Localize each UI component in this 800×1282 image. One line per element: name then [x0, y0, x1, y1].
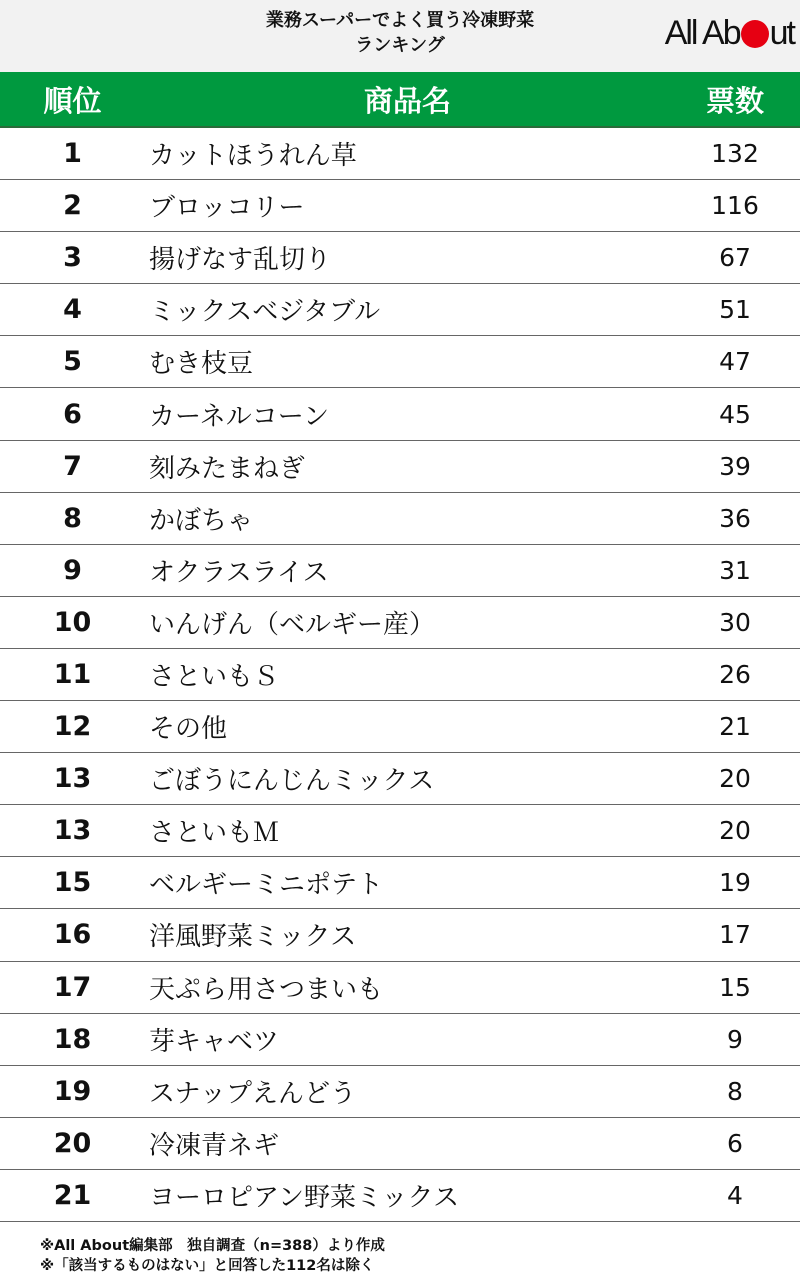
ranking-table [0, 128, 800, 1222]
votes-cell: 26 [719, 659, 751, 689]
table-header [0, 72, 800, 128]
votes-cell: 6 [727, 1128, 743, 1158]
table-row [0, 1014, 800, 1066]
table-row [0, 232, 800, 284]
page-title: 業務スーパーでよく買う冷凍野菜 ランキング [265, 10, 535, 56]
rank-cell: 12 [53, 711, 92, 743]
header-rank: 順位 [43, 83, 102, 118]
rank-cell: 9 [63, 554, 82, 586]
table-row [0, 701, 800, 753]
votes-cell: 51 [719, 295, 751, 325]
rank-cell: 11 [53, 658, 92, 690]
votes-cell: 116 [711, 191, 759, 221]
votes-cell: 8 [727, 1076, 743, 1106]
table-row [0, 753, 800, 805]
votes-cell: 20 [719, 764, 751, 794]
rank-cell: 21 [53, 1179, 92, 1211]
rank-cell: 4 [63, 294, 82, 326]
table-row [0, 1118, 800, 1170]
name-cell: オクラスライス [149, 557, 329, 588]
votes-cell: 19 [719, 868, 751, 898]
rank-cell: 13 [53, 763, 92, 795]
rank-cell: 2 [63, 190, 82, 222]
logo-dot-icon [741, 20, 769, 48]
header-name: 商品名 [363, 83, 451, 118]
name-cell: カーネルコーン [149, 401, 330, 432]
votes-cell: 4 [727, 1180, 743, 1210]
table-row [0, 336, 800, 388]
votes-cell: 9 [727, 1024, 743, 1054]
votes-cell: 47 [719, 347, 751, 377]
all-about-logo: All Ab ut [664, 14, 794, 52]
votes-cell: 132 [711, 139, 759, 169]
rank-cell: 19 [53, 1075, 92, 1107]
title-area [0, 0, 800, 72]
name-cell: むき枝豆 [149, 349, 254, 380]
name-cell: ブロッコリー [149, 193, 305, 224]
name-cell: 天ぷら用さつまいも [149, 974, 384, 1005]
rank-cell: 10 [53, 606, 92, 638]
table-row [0, 1066, 800, 1118]
table-row [0, 597, 800, 649]
name-cell: 洋風野菜ミックス [149, 922, 357, 953]
name-cell: 揚げなす乱切り [149, 245, 332, 276]
table-row [0, 388, 800, 440]
name-cell: さといもＭ [149, 818, 280, 849]
name-cell: 刻みたまねぎ [149, 453, 306, 484]
table-row [0, 128, 800, 180]
votes-cell: 17 [719, 920, 751, 950]
footnote: ※All About編集部 独自調査（n=388）より作成 [40, 1238, 385, 1254]
votes-cell: 45 [719, 399, 751, 429]
votes-cell: 21 [719, 712, 751, 742]
rank-cell: 5 [63, 346, 82, 378]
name-cell: その他 [149, 714, 228, 745]
rank-cell: 1 [63, 138, 82, 170]
votes-cell: 36 [719, 503, 751, 533]
name-cell: スナップえんどう [149, 1078, 356, 1109]
rank-cell: 8 [63, 502, 82, 534]
rank-cell: 16 [53, 919, 92, 951]
name-cell: 冷凍青ネギ [149, 1130, 280, 1161]
footnote: ※「該当するものはない」と回答した112名は除く [40, 1258, 375, 1274]
name-cell: ベルギーミニポテト [149, 870, 384, 901]
votes-cell: 20 [719, 816, 751, 846]
rank-cell: 7 [63, 450, 82, 482]
table-row [0, 962, 800, 1014]
table-row [0, 493, 800, 545]
table-row [0, 909, 800, 961]
name-cell: いんげん（ベルギー産） [149, 609, 436, 640]
name-cell: カットほうれん草 [149, 141, 357, 172]
votes-cell: 15 [719, 972, 751, 1002]
name-cell: 芽キャベツ [149, 1026, 280, 1057]
name-cell: かぼちゃ [149, 505, 254, 536]
votes-cell: 67 [719, 243, 751, 273]
name-cell: ヨーロピアン野菜ミックス [149, 1182, 460, 1213]
name-cell: ごぼうにんじんミックス [149, 766, 435, 797]
rank-cell: 15 [53, 867, 92, 899]
name-cell: ミックスベジタブル [149, 297, 381, 328]
table-row [0, 649, 800, 701]
table-row [0, 441, 800, 493]
rank-cell: 20 [53, 1127, 92, 1159]
rank-cell: 13 [53, 815, 92, 847]
footnotes [40, 1236, 385, 1276]
rank-cell: 6 [63, 398, 82, 430]
table-row [0, 857, 800, 909]
table-row [0, 180, 800, 232]
table-row [0, 1170, 800, 1222]
table-row [0, 805, 800, 857]
table-row [0, 284, 800, 336]
table-row [0, 545, 800, 597]
votes-cell: 31 [719, 555, 751, 585]
name-cell: さといもＳ [149, 661, 280, 692]
votes-cell: 30 [719, 607, 751, 637]
rank-cell: 17 [53, 971, 92, 1003]
rank-cell: 18 [53, 1023, 92, 1055]
votes-cell: 39 [719, 451, 751, 481]
header-votes: 票数 [705, 83, 764, 118]
rank-cell: 3 [63, 242, 82, 274]
